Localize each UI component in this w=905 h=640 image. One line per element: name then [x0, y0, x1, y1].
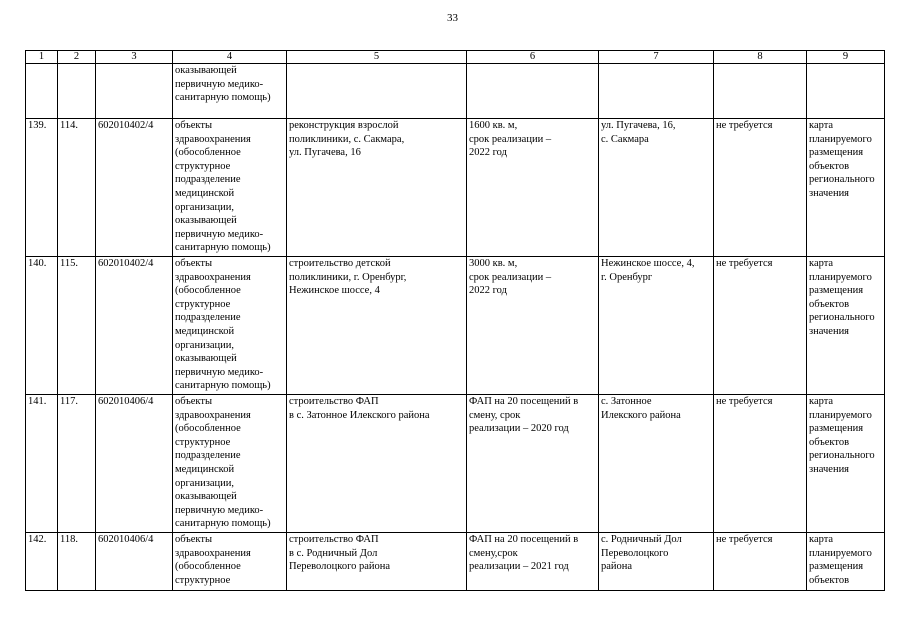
- column-header: 2: [58, 51, 96, 64]
- object-location: Нежинское шоссе, 4, г. Оренбург: [599, 257, 714, 395]
- object-description: строительство детской поликлиники, г. Оренбург, Нежинское шоссе, 4: [287, 257, 467, 395]
- sub-number: 117.: [58, 395, 96, 533]
- map-reference: карта планируемого размещения объектов регионального значения: [807, 395, 885, 533]
- objects-table: [25, 50, 885, 591]
- sub-number: 115.: [58, 257, 96, 395]
- column-header: 7: [599, 51, 714, 64]
- object-description: реконструкция взрослой поликлиники, с. Сакмара, ул. Пугачева, 16: [287, 119, 467, 257]
- object-description: строительство ФАП в с. Затонное Илекского района: [287, 395, 467, 533]
- object-description: строительство ФАП в с. Родничный Дол Переволоцкого района: [287, 533, 467, 591]
- cell: [287, 64, 467, 119]
- cell: [96, 64, 173, 119]
- column-header: 1: [26, 51, 58, 64]
- column-header: 6: [467, 51, 599, 64]
- object-type: объекты здравоохранения (обособленное структурное: [173, 533, 287, 591]
- header-row: [26, 51, 885, 64]
- object-type: объекты здравоохранения (обособленное структурное подразделение медицинской организации, оказывающей первичную медико- санитарную помощь): [173, 119, 287, 257]
- cell: [467, 64, 599, 119]
- table-row: [26, 395, 885, 533]
- sub-number: 114.: [58, 119, 96, 257]
- column-header: 8: [714, 51, 807, 64]
- object-parameters: ФАП на 20 посещений в смену,срок реализации – 2021 год: [467, 533, 599, 591]
- row-number: 139.: [26, 119, 58, 257]
- cell: [714, 64, 807, 119]
- map-reference: карта планируемого размещения объектов регионального значения: [807, 257, 885, 395]
- cell: [58, 64, 96, 119]
- object-location: с. Затонное Илекского района: [599, 395, 714, 533]
- page-number: 33: [447, 12, 458, 24]
- table-row: [26, 257, 885, 395]
- cell: [599, 64, 714, 119]
- table-row: [26, 533, 885, 591]
- object-type: объекты здравоохранения (обособленное структурное подразделение медицинской организации, оказывающей первичную медико- санитарную помощь): [173, 257, 287, 395]
- zone-info: не требуется: [714, 119, 807, 257]
- object-parameters: 1600 кв. м, срок реализации – 2022 год: [467, 119, 599, 257]
- object-parameters: ФАП на 20 посещений в смену, срок реализации – 2020 год: [467, 395, 599, 533]
- object-location: ул. Пугачева, 16, с. Сакмара: [599, 119, 714, 257]
- cell: [26, 64, 58, 119]
- column-header: 5: [287, 51, 467, 64]
- column-header: 4: [173, 51, 287, 64]
- code: 602010406/4: [96, 533, 173, 591]
- cell: [807, 64, 885, 119]
- cell: оказывающей первичную медико- санитарную помощь): [173, 64, 287, 119]
- column-header: 3: [96, 51, 173, 64]
- code: 602010402/4: [96, 257, 173, 395]
- object-location: с. Родничный Дол Переволоцкого района: [599, 533, 714, 591]
- row-number: 141.: [26, 395, 58, 533]
- zone-info: не требуется: [714, 395, 807, 533]
- table-row: [26, 119, 885, 257]
- zone-info: не требуется: [714, 533, 807, 591]
- column-header: 9: [807, 51, 885, 64]
- zone-info: не требуется: [714, 257, 807, 395]
- map-reference: карта планируемого размещения объектов: [807, 533, 885, 591]
- object-type: объекты здравоохранения (обособленное структурное подразделение медицинской организации, оказывающей первичную медико- санитарную помощь): [173, 395, 287, 533]
- row-number: 140.: [26, 257, 58, 395]
- continuation-row: [26, 64, 885, 119]
- map-reference: карта планируемого размещения объектов регионального значения: [807, 119, 885, 257]
- row-number: 142.: [26, 533, 58, 591]
- sub-number: 118.: [58, 533, 96, 591]
- object-parameters: 3000 кв. м, срок реализации – 2022 год: [467, 257, 599, 395]
- code: 602010402/4: [96, 119, 173, 257]
- code: 602010406/4: [96, 395, 173, 533]
